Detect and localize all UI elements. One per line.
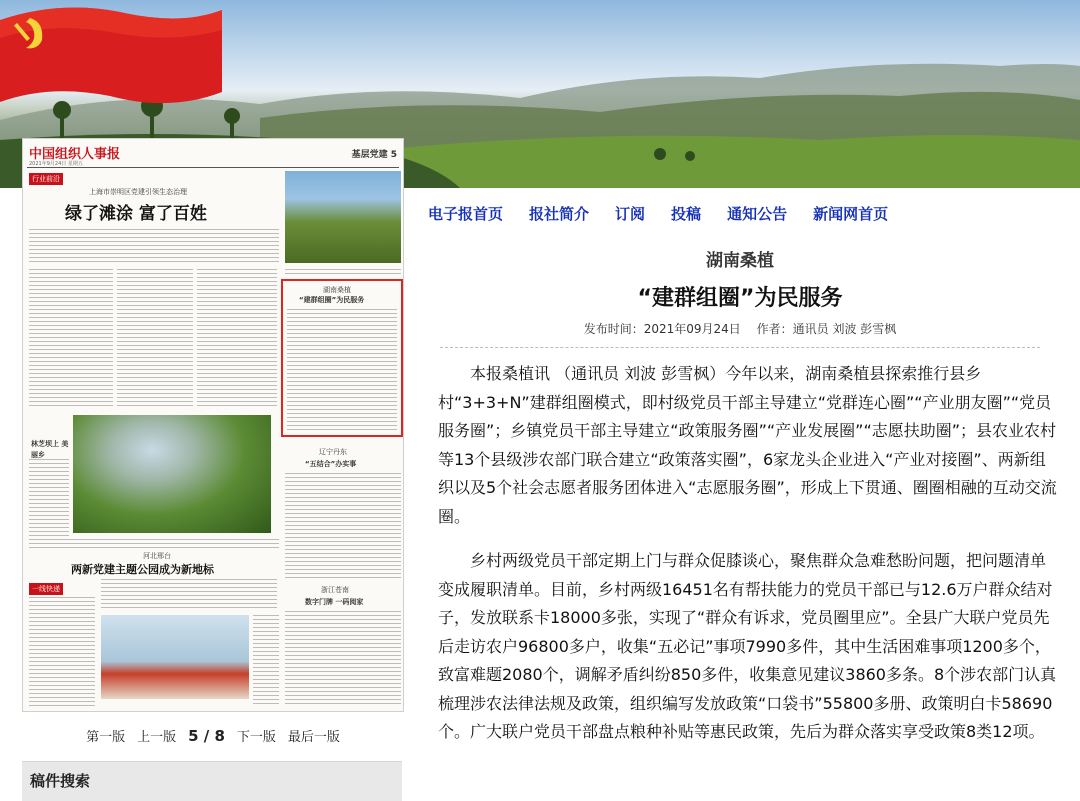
box-kicker: 湖南桑植 [323, 286, 351, 294]
text-block [29, 269, 113, 409]
text-block [101, 579, 277, 611]
article-paragraph: 本报桑植讯 （通讯员 刘波 彭雪枫）今年以来，湖南桑植县探索推行县乡村“3+3+N”建群组圈模式，即村级党员干部主导建立“党群连心圈”“产业朋友圈”“党员服务圈”；乡镇党员干部主导建立“政策服务圈”“产业发展圈”“志愿扶助圈”；县农业农村等13个县级涉农部门联合建立“政策落实圈”，6家龙头企业进入“产业对接圈”、两新组织以及5个社会志愿者服务团体进入“志愿服务圈”，形成上下贯通、圈圈相融的互动交流圈。 [438, 364, 1057, 526]
search-panel-title: 稿件搜索 [30, 772, 91, 790]
zhejiang-title: 数字门牌 一码阅家 [305, 598, 364, 606]
liaoning-title: “五结合”办实事 [305, 460, 357, 468]
highlighted-article-box[interactable] [281, 279, 403, 437]
text-block [29, 539, 279, 549]
paper-top-subtitle: 上海市崇明区党建引领生态治理 [89, 188, 187, 196]
nav-submit[interactable]: 投稿 [671, 205, 702, 223]
box-title: “建群组圈”为民服务 [299, 296, 365, 304]
paper-date: 2021年9月24日 星期五 [29, 161, 83, 167]
text-block [197, 269, 277, 409]
text-block [285, 611, 401, 705]
liaoning-kicker: 辽宁丹东 [319, 448, 347, 456]
article-author: 作者：通讯员 刘波 彭雪枫 [756, 322, 897, 336]
publish-date: 发布时间：2021年09月24日 [583, 322, 741, 336]
article-kicker: 湖南桑植 [706, 251, 774, 271]
text-block [117, 269, 193, 409]
article [420, 246, 1060, 747]
paper-tag-front: 一线快递 [29, 583, 63, 595]
top-nav [428, 203, 888, 224]
nav-news-home[interactable]: 新闻网首页 [813, 205, 889, 223]
paper-photo-landscape [73, 415, 271, 533]
newspaper-page-image[interactable] [22, 138, 404, 712]
article-search-panel [22, 761, 402, 801]
page-indicator: 5 / 8 [188, 726, 225, 745]
hebei-kicker: 河北邢台 [143, 552, 171, 560]
paper-photo-farmers [285, 171, 401, 263]
paper-photo-park [101, 615, 249, 699]
article-headline: “建群组圈”为民服务 [637, 286, 843, 311]
next-page-link[interactable]: 下一版 [236, 730, 276, 745]
paper-masthead: 中国组织人事报 [29, 147, 121, 162]
text-block [253, 615, 279, 705]
newspaper-page-panel [22, 138, 404, 801]
nav-subscribe[interactable]: 订阅 [615, 205, 646, 223]
photo-caption: 林芝坝上 美丽乡 [31, 440, 69, 459]
nav-home[interactable]: 电子报首页 [428, 205, 504, 223]
text-block [29, 459, 69, 539]
article-paragraph: 乡村两级党员干部定期上门与群众促膝谈心，聚焦群众急难愁盼问题，把问题清单变成履职清单。目前，乡村两级16451名有帮扶能力的党员干部已与12.6万户群众结对子，发放联系卡18000多张，实现了“群众有诉求，党员圈里应”。全县广大联户党员先后走访农户96800多户，收集“五必记”事项7990多件，其中生活困难事项1200多个，致富难题2080个，调解矛盾纠纷850多件，收集意见建议3860多条。8个涉农部门认真梳理涉农法律法规及政策，组织编写发放政策“口袋书”55800多册、政策明白卡58690个。广大联户党员干部盘点粮种补贴等惠民政策，先后为群众落实享受政策8类12项。 [438, 551, 1057, 741]
divider [440, 347, 1040, 348]
divider [27, 167, 399, 168]
last-page-link[interactable]: 最后一版 [287, 730, 340, 745]
article-meta [420, 320, 1060, 337]
hebei-title: 两新党建主题公园成为新地标 [71, 563, 214, 576]
zhejiang-kicker: 浙江苍南 [321, 586, 349, 594]
text-block [29, 229, 279, 265]
text-block [29, 597, 95, 707]
page-pager [22, 726, 404, 745]
text-block [285, 473, 401, 579]
paper-top-title: 绿了滩涂 富了百姓 [65, 204, 207, 224]
prev-page-link[interactable]: 上一版 [137, 730, 177, 745]
paper-section-label: 基层党建 5 [351, 150, 397, 160]
text-block [287, 309, 397, 431]
nav-notices[interactable]: 通知公告 [727, 205, 788, 223]
text-block [285, 269, 401, 275]
nav-about[interactable]: 报社简介 [529, 205, 590, 223]
article-body [420, 360, 1060, 747]
first-page-link[interactable]: 第一版 [86, 730, 126, 745]
paper-tag-industry: 行业前沿 [29, 173, 63, 185]
